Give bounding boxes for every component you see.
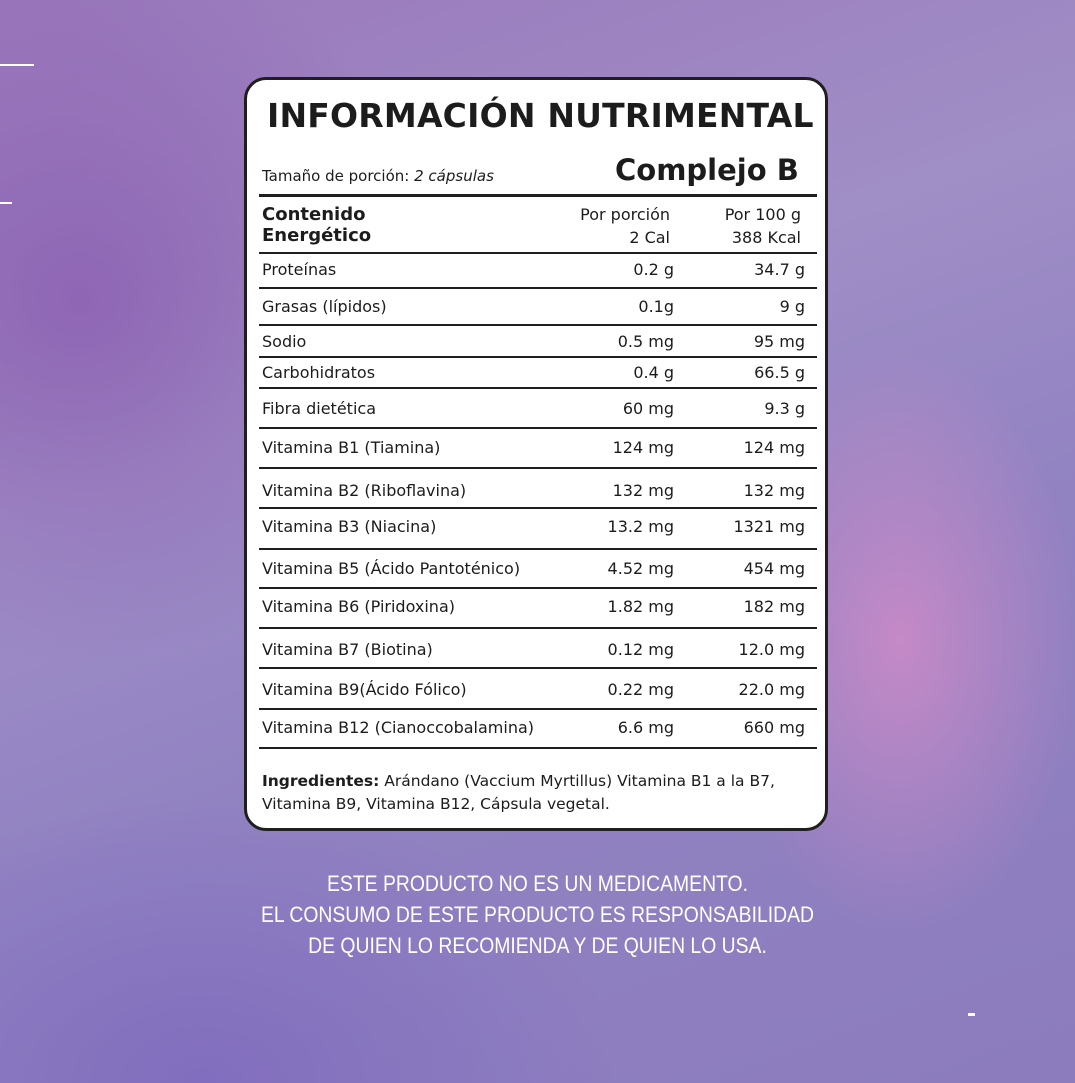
row-divider — [259, 356, 817, 358]
row-per-100g: 124 mg — [743, 438, 805, 457]
row-divider — [259, 548, 817, 550]
row-divider — [259, 287, 817, 289]
table-row — [259, 438, 817, 462]
table-row — [259, 680, 817, 704]
row-per-serving: 4.52 mg — [607, 559, 674, 578]
row-per-serving: 0.4 g — [633, 363, 674, 382]
row-label: Grasas (lípidos) — [262, 297, 387, 316]
table-row — [259, 559, 817, 583]
row-per-100g: 660 mg — [743, 718, 805, 737]
row-divider — [259, 627, 817, 629]
row-divider — [259, 387, 817, 389]
row-per-serving: 60 mg — [622, 399, 674, 418]
decorative-mark-top-left — [0, 64, 34, 66]
serving-size-label: Tamaño de porción: — [262, 167, 410, 185]
table-row — [259, 718, 817, 742]
row-label: Vitamina B9(Ácido Fólico) — [262, 680, 467, 699]
nutrition-facts-card — [244, 77, 828, 831]
ingredients-label: Ingredientes: — [262, 772, 380, 790]
disclaimer-line1: ESTE PRODUCTO NO ES UN MEDICAMENTO. — [327, 871, 748, 896]
per-100g-header: Por 100 g — [724, 205, 801, 224]
table-row — [259, 517, 817, 541]
row-label: Sodio — [262, 332, 307, 351]
row-divider — [259, 427, 817, 429]
table-bottom-divider — [259, 747, 817, 749]
row-label: Fibra dietética — [262, 399, 376, 418]
row-per-serving: 0.22 mg — [607, 680, 674, 699]
table-row — [259, 481, 817, 505]
row-divider — [259, 587, 817, 589]
disclaimer-line3: DE QUIEN LO RECOMIENDA Y DE QUIEN LO USA. — [308, 933, 767, 958]
energy-divider — [259, 252, 817, 254]
row-divider — [259, 708, 817, 710]
row-per-100g: 9 g — [779, 297, 805, 316]
per-serving-header: Por porción — [580, 205, 670, 224]
table-row — [259, 260, 817, 284]
row-per-100g: 34.7 g — [754, 260, 805, 279]
row-per-100g: 182 mg — [743, 597, 805, 616]
ingredients-text: Arándano (Vaccium Myrtillus) Vitamina B1 a la B7, Vitamina B9, Vitamina B12, Cápsula vegetal. — [262, 772, 775, 813]
energy-per-serving — [580, 203, 670, 249]
row-label: Vitamina B6 (Piridoxina) — [262, 597, 455, 616]
row-per-serving: 13.2 mg — [607, 517, 674, 536]
row-per-100g: 22.0 mg — [738, 680, 805, 699]
ingredients — [262, 770, 822, 816]
row-label: Proteínas — [262, 260, 337, 279]
row-per-serving: 0.12 mg — [607, 640, 674, 659]
table-row — [259, 297, 817, 321]
row-label: Vitamina B5 (Ácido Pantoténico) — [262, 559, 521, 578]
row-per-serving: 6.6 mg — [617, 718, 674, 737]
row-per-serving: 132 mg — [612, 481, 674, 500]
energy-per-100g — [725, 203, 801, 249]
row-divider — [259, 467, 817, 469]
disclaimer — [241, 868, 835, 961]
energy-label — [262, 204, 371, 246]
energy-per-100g-value: 388 Kcal — [731, 228, 801, 247]
table-row — [259, 597, 817, 621]
row-per-100g: 1321 mg — [733, 517, 805, 536]
row-per-100g: 12.0 mg — [738, 640, 805, 659]
table-row — [259, 363, 817, 387]
row-label: Vitamina B12 (Cianoccobalamina) — [262, 718, 535, 737]
row-label: Vitamina B3 (Niacina) — [262, 517, 437, 536]
row-label: Vitamina B2 (Riboflavina) — [262, 481, 467, 500]
table-row — [259, 399, 817, 423]
table-row — [259, 332, 817, 356]
row-per-serving: 0.5 mg — [617, 332, 674, 351]
energy-label-line2: Energético — [262, 225, 372, 246]
row-label: Vitamina B1 (Tiamina) — [262, 438, 441, 457]
row-divider — [259, 507, 817, 509]
row-per-serving: 1.82 mg — [607, 597, 674, 616]
row-divider — [259, 324, 817, 326]
row-per-serving: 0.2 g — [633, 260, 674, 279]
row-label: Vitamina B7 (Biotina) — [262, 640, 433, 659]
serving-size-value: 2 cápsulas — [414, 167, 494, 185]
row-per-100g: 95 mg — [753, 332, 805, 351]
row-per-100g: 9.3 g — [764, 399, 805, 418]
energy-label-line1: Contenido — [262, 204, 366, 225]
table-row — [259, 640, 817, 664]
row-per-serving: 0.1g — [638, 297, 674, 316]
row-per-serving: 124 mg — [612, 438, 674, 457]
decorative-mark-left — [0, 202, 12, 204]
row-per-100g: 132 mg — [743, 481, 805, 500]
decorative-mark-bottom-right — [968, 1013, 975, 1016]
energy-per-serving-value: 2 Cal — [629, 228, 670, 247]
disclaimer-line2: EL CONSUMO DE ESTE PRODUCTO ES RESPONSABILIDAD — [261, 902, 814, 927]
row-per-100g: 454 mg — [743, 559, 805, 578]
row-per-100g: 66.5 g — [754, 363, 805, 382]
header-divider — [259, 194, 817, 197]
row-divider — [259, 667, 817, 669]
row-label: Carbohidratos — [262, 363, 376, 382]
serving-size — [262, 167, 494, 185]
nutrition-title: INFORMACIÓN NUTRIMENTAL — [267, 96, 814, 135]
product-name: Complejo B — [615, 153, 799, 187]
